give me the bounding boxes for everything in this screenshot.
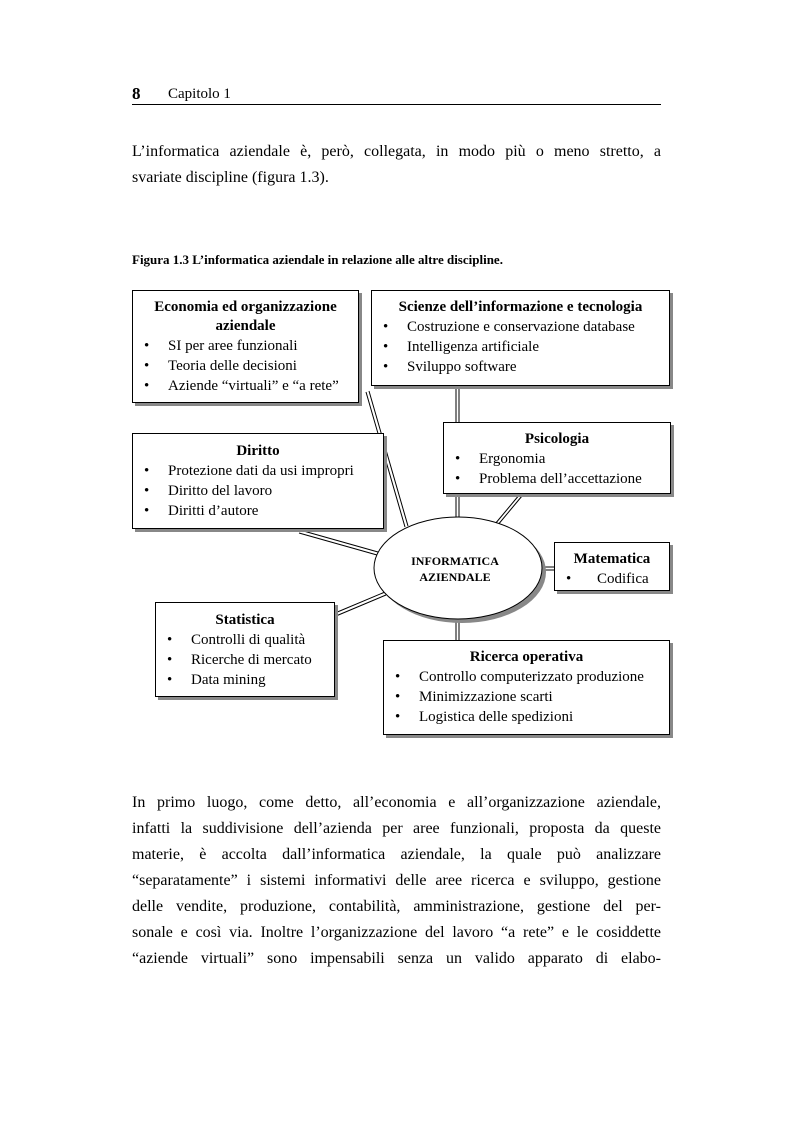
connector-psicologia	[495, 494, 522, 526]
box-diritto-item: • Diritti d’autore	[133, 501, 383, 521]
body-line: In primo luogo, come detto, all’economia e all’organizzazione aziendale,	[132, 794, 661, 811]
box-matematica	[554, 542, 670, 591]
box-scienze-title: Scienze dell’informazione e tecnologia	[398, 299, 643, 315]
box-matematica-title: Matematica	[573, 551, 651, 567]
connector-diritto	[299, 530, 378, 555]
box-statistica-item: • Controlli di qualità	[156, 630, 334, 650]
box-psicologia-item: • Problema dell’accettazione	[444, 469, 670, 489]
body-line: infatti la suddivisione dell’azienda per aree funzionali, proposta da queste	[132, 820, 661, 837]
box-economia	[132, 290, 359, 403]
connector-statistica	[335, 592, 386, 616]
box-ricerca	[383, 640, 670, 735]
box-psicologia	[443, 422, 671, 494]
box-scienze	[371, 290, 670, 386]
box-ricerca-title: Ricerca operativa	[469, 649, 584, 665]
box-economia-item: • SI per aree funzionali	[133, 336, 358, 356]
chapter-title: Capitolo 1	[168, 86, 231, 102]
page-number: 8	[132, 84, 141, 103]
center-label-line1: INFORMATICA	[411, 554, 499, 568]
body-line: materie, è accolta dall’informatica aziendale, la quale può analizzare	[132, 846, 661, 863]
intro-line: L’informatica aziendale è, però, collegata, in modo più o meno stretto, a	[132, 143, 661, 160]
box-statistica-item: • Data mining	[156, 670, 334, 690]
body-line: delle vendite, produzione, contabilità, amministrazione, gestione del per-	[132, 898, 661, 915]
box-ricerca-item: • Logistica delle spedizioni	[384, 707, 669, 727]
center-label-line2: AZIENDALE	[419, 570, 491, 584]
intro-line: svariate discipline (figura 1.3).	[132, 169, 329, 186]
body-line: “aziende virtuali” sono impensabili senza un valido apparato di elabo-	[132, 950, 661, 967]
box-economia-item: • Teoria delle decisioni	[133, 356, 358, 376]
body-line: sonale e così via. Inoltre l’organizzazione del lavoro “a rete” e le cosiddette	[132, 924, 661, 941]
box-statistica	[155, 602, 335, 697]
box-scienze-item: • Sviluppo software	[372, 357, 669, 377]
body-paragraph	[132, 790, 661, 972]
box-scienze-item: • Costruzione e conservazione database	[372, 317, 669, 337]
figure-caption: Figura 1.3 L’informatica aziendale in relazione alle altre discipline.	[132, 252, 503, 267]
box-scienze-item: • Intelligenza artificiale	[372, 337, 669, 357]
box-psicologia-item: • Ergonomia	[444, 449, 670, 469]
box-psicologia-title: Psicologia	[524, 431, 590, 447]
box-ricerca-item: • Controllo computerizzato produzione	[384, 667, 669, 687]
box-diritto-item: • Diritto del lavoro	[133, 481, 383, 501]
box-statistica-item: • Ricerche di mercato	[156, 650, 334, 670]
box-diritto-title: Diritto	[236, 443, 280, 459]
box-economia-item: • Aziende “virtuali” e “a rete”	[133, 376, 358, 396]
box-statistica-title: Statistica	[215, 612, 275, 628]
box-economia-title2: aziendale	[215, 318, 276, 334]
center-label	[380, 553, 530, 585]
box-economia-title1: Economia ed organizzazione	[154, 299, 337, 315]
box-matematica-item: • Codifica	[555, 569, 669, 589]
body-line: “separatamente” i sistemi informativi delle aree ricerca e sviluppo, gestione	[132, 872, 661, 889]
box-diritto-item: • Protezione dati da usi impropri	[133, 461, 383, 481]
box-diritto	[132, 433, 384, 529]
box-ricerca-item: • Minimizzazione scarti	[384, 687, 669, 707]
connector-ricerca	[456, 620, 459, 640]
